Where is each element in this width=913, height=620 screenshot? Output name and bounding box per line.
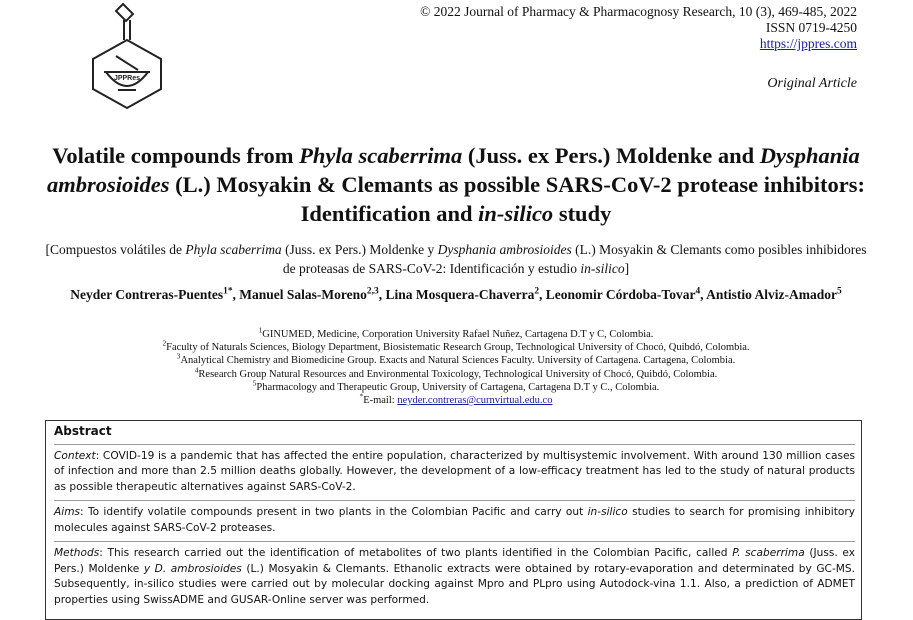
author-list (40, 286, 872, 303)
abstract-divider (54, 500, 855, 501)
logo-text: JPPRes (113, 75, 141, 82)
abstract-box (45, 420, 862, 620)
affiliation: $^1$GINUMED, Medicine, Corporation University Rafael Nuñez, Cartagena D.T y C, Colombia. (258, 325, 654, 340)
abstract-divider (54, 541, 855, 542)
journal-header (420, 4, 857, 52)
abstract-heading: Abstract (54, 424, 112, 438)
author: Manuel Salas-Moreno$^{2,3}$, (239, 286, 386, 302)
author: Antistio Alviz-Amador$^5$ (706, 286, 842, 302)
affiliation: $^2$Faculty of Naturals Sciences, Biology Department, Biosistematic Research Group, Technological University of Chocó, Quibdó, Colombia. (162, 338, 750, 354)
affiliation: $^4$Research Group Natural Resources and Environmental Toxicology, Technological University of Chocó, Quibdó, Colombia. (194, 365, 718, 380)
article-title: Volatile compounds from Phyla scaberrima (Juss. ex Pers.) Moldenke and Dysphania ambrosioides (L.) Mosyakin & Clemants as possible SARS-CoV-2 protease inhibitors: Identification and in-silico study (47, 143, 865, 226)
corresponding-email: *E-mail: neyder.contreras@curnvirtual.edu.co (359, 391, 553, 407)
author: Leonomir Córdoba-Tovar$^4$, (545, 286, 707, 302)
abstract-context: Context: COVID-19 is a pandemic that has affected the entire population, characterized by multisystemic involvement. With around 130 million cases of infection and more than 2.5 million deaths globally. However, the development of a low-efficacy treatment has led to the study of natural products as possible therapeutic alternatives against SARS-CoV-2. (54, 449, 855, 493)
author: Lina Mosquera-Chaverra$^2$, (385, 286, 546, 302)
email-link[interactable]: neyder.contreras@curnvirtual.edu.co (397, 395, 553, 407)
article-type: Original Article (767, 76, 857, 91)
affiliation: $^5$Pharmacology and Therapeutic Group, University of Cartagena, Cartagena D.T y C., Colombia. (252, 378, 660, 393)
abstract-aims: Aims: To identify volatile compounds present in two plants in the Colombian Pacific and carry out in-silico studies to search for promising inhibitory molecules against SARS-CoV-2 proteases. (54, 506, 855, 534)
title-species-2: Dysphania ambrosioides (47, 143, 860, 197)
journal-logo (78, 0, 173, 110)
abstract-methods: Methods: This research carried out the identification of metabolites of two plants identified in the Colombian Pacific, called P. scaberrima (Juss. ex Pers.) Moldenke y D. ambrosioides (L.) Mosyakin & Clemants. Ethanolic extracts were obtained by rotary-evaporation and determinated by GC-MS. Subsequently, in-silico studies were carried out by molecular docking against Mpro and PLpro using Autodock-vina 1.1. Also, a prediction of ADMET properties using SwissADME and GUSAR-Online server was performed. (54, 547, 855, 606)
affiliations (40, 325, 872, 407)
affiliation: $^3$Analytical Chemistry and Biomedicine Group. Exacts and Natural Sciences Faculty. University of Cartagena. Cartagena, Colombia. (176, 351, 736, 367)
journal-citation: © 2022 Journal of Pharmacy & Pharmacognosy Research, 10 (3), 469-485, 2022 (420, 4, 857, 19)
journal-url-link[interactable]: https://jppres.com (759, 36, 857, 51)
article-subtitle-spanish: [Compuestos volátiles de Phyla scaberrima (Juss. ex Pers.) Moldenke y Dysphania ambrosioides (L.) Mosyakin & Clemants como posibles inhibidores de proteasas de SARS-CoV-2: Identificación y estudio in-silico] (45, 242, 867, 276)
journal-issn: ISSN 0719-4250 (765, 20, 857, 35)
abstract-divider (54, 444, 855, 445)
author: Neyder Contreras-Puentes$^{1*}$, (70, 286, 240, 302)
title-species-1: Phyla scaberrima (299, 143, 463, 168)
